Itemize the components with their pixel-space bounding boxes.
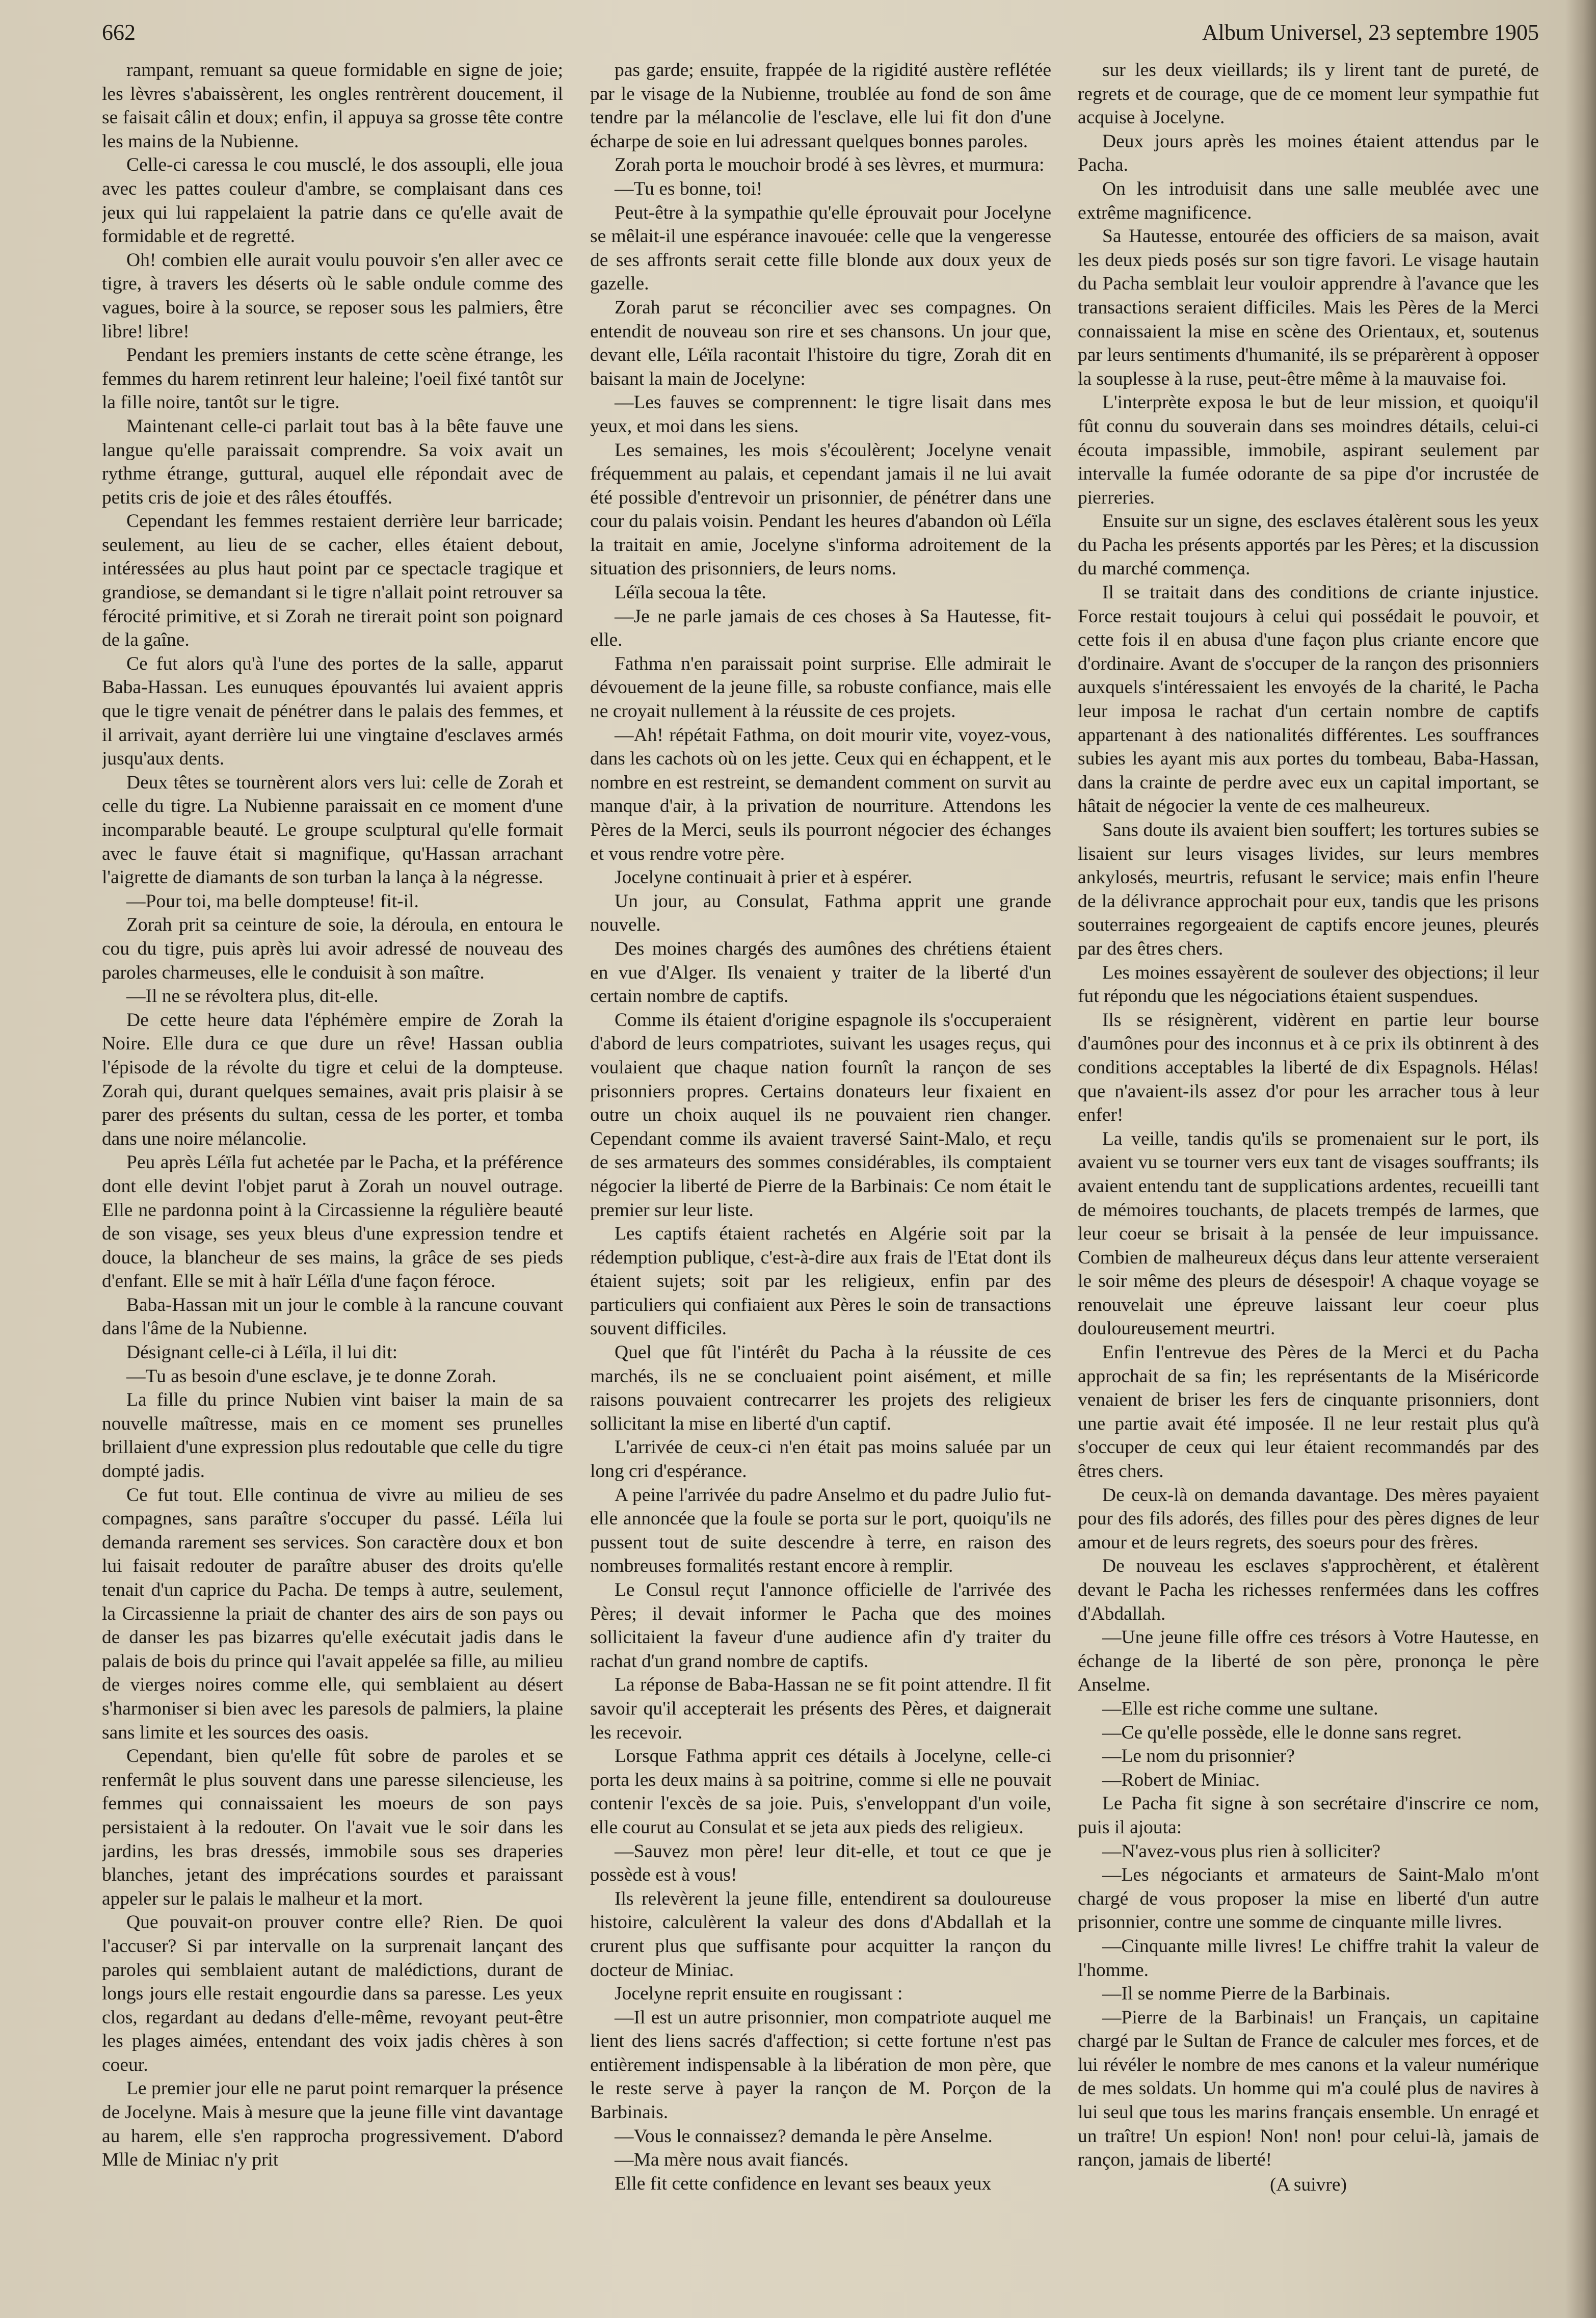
paragraph: Comme ils étaient d'origine espagnole ils s'occuperaient d'abord de leurs compatriotes, suivant les usages reçus, qui voulaient que chaque nation fournît la rançon de ses prisonniers propres. Certains donateurs leur fixaient en outre un choix auquel ils ne pouvaient rien changer. Cependant comme ils avaient traversé Saint-Malo, et reçu de ses armateurs des sommes considérables, ils comptaient négocier la liberté de Pierre de la Barbinais: Ce nom était le premier sur leur liste. (590, 1009, 1051, 1221)
paragraph: La réponse de Baba-Hassan ne se fit point attendre. Il fit savoir qu'il accepterait les présents des Pères, et daignerait les recevoir. (590, 1674, 1051, 1743)
paragraph: Maintenant celle-ci parlait tout bas à la bête fauve une langue qu'elle paraissait comprendre. Sa voix avait un rythme étrange, guttural, auquel elle répondait avec de petits cris de joie et des râles étouffés. (102, 415, 563, 508)
paragraph: Désignant celle-ci à Léïla, il lui dit: (126, 1342, 398, 1363)
paragraph: —Il est un autre prisonnier, mon compatriote auquel me lient des liens sacrés d'affection; si cette fortune n'est pas entièrement indispensable à la libération de mon père, que le reste serve à payer la rançon de M. Porçon de la Barbinais. (590, 2007, 1051, 2123)
paragraph: Le premier jour elle ne parut point remarquer la présence de Jocelyne. Mais à mesure que la jeune fille vint davantage au harem, elle s'en rapprocha progressivement. D'abord Mlle de Miniac n'y prit (102, 2078, 563, 2171)
paragraph: Ensuite sur un signe, des esclaves étalèrent sous les yeux du Pacha les présents apportés par les Pères; et la discussion du marché commença. (1078, 511, 1539, 580)
paragraph: Léïla secoua la tête. (615, 582, 766, 603)
paragraph: Peut-être à la sympathie qu'elle éprouvait pour Jocelyne se mêlait-il une espérance inavouée: celle que la vengeresse de ses affronts serait cette fille blonde aux doux yeux de gazelle. (590, 202, 1051, 295)
paragraph: Sa Hautesse, entourée des officiers de sa maison, avait les deux pieds posés sur son tigre favori. Le visage hautain du Pacha semblait leur vouloir apprendre à l'avance que les transactions seraient difficiles. Mais les Pères de la Merci connaissaient la mise en scène des Orientaux, et, soutenus par leurs sentiments d'humanité, ils se préparèrent à opposer la souplesse à la ruse, peut-être même à la mauvaise foi. (1078, 226, 1539, 389)
paragraph: Il se traitait dans des conditions de criante injustice. Force restait toujours à celui qui possédait le pouvoir, et cette fois il en abusa d'une façon plus criante encore que d'ordinaire. Avant de s'occuper de la rançon des prisonniers auxquels s'intéressaient les envoyés de la charité, le Pacha leur imposa le rachat d'un certain nombre de captifs appartenant à des nationalités différentes. Les souffrances subies les ayant mis aux portes du tombeau, Baba-Hassan, dans la crainte de perdre avec eux un capital important, se hâtait de négocier la vente de ces malheureux. (1078, 582, 1539, 817)
paragraph: Pendant les premiers instants de cette scène étrange, les femmes du harem retinrent leur haleine; l'oeil fixé tantôt sur la fille noire, tantôt sur le tigre. (102, 345, 563, 413)
paragraph: Jocelyne continuait à prier et à espérer. (615, 867, 913, 888)
paragraph: Les captifs étaient rachetés en Algérie soit par la rédemption publique, c'est-à-dire aux frais de l'Etat dont ils étaient sujets; soit par les religieux, enfin par des particuliers qui confiaient aux Pères le soin de transactions souvent difficiles. (590, 1223, 1051, 1339)
paragraph: —Les négociants et armateurs de Saint-Malo m'ont chargé de vous proposer la mise en liberté d'un autre prisonnier, contre une somme de cinquante mille livres. (1078, 1864, 1539, 1933)
paragraph: La fille du prince Nubien vint baiser la main de sa nouvelle maîtresse, mais en ce moment ses prunelles brillaient d'une expression plus redoutable que celle du tigre dompté jadis. (102, 1389, 563, 1482)
paragraph: Le Consul reçut l'annonce officielle de l'arrivée des Pères; il devait informer le Pacha que des moines sollicitaient la faveur d'une audience afin d'y traiter du rachat d'un grand nombre de captifs. (590, 1579, 1051, 1672)
paragraph: Enfin l'entrevue des Pères de la Merci et du Pacha approchait de sa fin; les représentants de la Miséricorde venaient de briser les fers de cinquante prisonniers, dont une partie avait été imposée. Il ne leur restait plus qu'à s'occuper de ceux qui leur étaient recommandés par des êtres chers. (1078, 1342, 1539, 1482)
paragraph: Baba-Hassan mit un jour le comble à la rancune couvant dans l'âme de la Nubienne. (102, 1294, 563, 1339)
paragraph: Ils relevèrent la jeune fille, entendirent sa douloureuse histoire, calculèrent la valeur des dons d'Abdallah et la crurent plus que suffisante pour acquitter la rançon du docteur de Miniac. (590, 1888, 1051, 1981)
page-header (102, 19, 1539, 60)
paragraph: —Elle est riche comme une sultane. (1102, 1698, 1378, 1719)
continuation-note: (A suivre) (1269, 2174, 1347, 2195)
paragraph: Zorah parut se réconcilier avec ses compagnes. On entendit de nouveau son rire et ses chansons. Un jour que, devant elle, Léïla racontait l'histoire du tigre, Zorah dit en baisant la main de Jocelyne: (590, 297, 1051, 389)
paragraph: —Pierre de la Barbinais! un Français, un capitaine chargé par le Sultan de France de calculer mes forces, et de lui révéler le nombre de mes canons et la valeur numérique de mes soldats. Un homme qui m'a coulé plus de navires à lui seul que tous les marins français ensemble. Un enragé et un traître! Un espion! Non! non! pour celui-là, jamais de rançon, jamais de liberté! (1078, 2007, 1539, 2171)
paragraph: Ce fut alors qu'à l'une des portes de la salle, apparut Baba-Hassan. Les eunuques épouvantés lui avaient appris que le tigre venait de pénétrer dans le palais des femmes, et il arrivait, ayant derrière lui une vingtaine d'esclaves armés jusqu'aux dents. (102, 653, 563, 770)
paragraph: Quel que fût l'intérêt du Pacha à la réussite de ces marchés, ils ne se concluaient point aisément, et mille raisons pouvaient contrecarrer les projets des religieux sollicitant la mise en liberté d'un captif. (590, 1342, 1051, 1434)
text-column-3 (1078, 59, 1539, 2301)
paragraph: Les moines essayèrent de soulever des objections; il leur fut répondu que les négociations étaient suspendues. (1078, 962, 1539, 1007)
paragraph: —Vous le connaissez? demanda le père Anselme. (615, 2125, 993, 2147)
paragraph: Cependant les femmes restaient derrière leur barricade; seulement, au lieu de se cacher, elles étaient debout, intéressées au plus haut point par ce spectacle tragique et grandiose, se demandant si le tigre n'allait point retrouver sa férocité primitive, et si Zorah ne tirerait point son poignard de la gaîne. (102, 511, 563, 651)
paragraph: De ceux-là on demanda davantage. Des mères payaient pour des fils adorés, des filles pour des pères dignes de leur amour et de leurs regrets, des soeurs pour des frères. (1078, 1484, 1539, 1553)
paragraph: Deux têtes se tournèrent alors vers lui: celle de Zorah et celle du tigre. La Nubienne paraissait en ce moment d'une incomparable beauté. Le groupe sculptural qu'elle formait avec le fauve était si magnifique, qu'Hassan arrachant l'aigrette de diamants de son turban la lança à la négresse. (102, 772, 563, 888)
paragraph: —Sauvez mon père! leur dit-elle, et tout ce que je possède est à vous! (590, 1840, 1051, 1886)
paragraph: —Ah! répétait Fathma, on doit mourir vite, voyez-vous, dans les cachots où on les jette. Ceux qui en échappent, et le nombre en est restreint, se demandent comment on survit au manque d'air, à la privation de nourriture. Attendons les Pères de la Merci, seuls ils pourront négocier des échanges et vous rendre votre père. (590, 724, 1051, 864)
paragraph: Le Pacha fit signe à son secrétaire d'inscrire ce nom, puis il ajouta: (1078, 1793, 1539, 1838)
paragraph: Deux jours après les moines étaient attendus par le Pacha. (1078, 130, 1539, 176)
text-column-1 (102, 59, 563, 2301)
paragraph: —Ce qu'elle possède, elle le donne sans regret. (1102, 1722, 1462, 1743)
paragraph: L'interprète exposa le but de leur mission, et quoiqu'il fût connu du souverain dans ses moindres détails, celui-ci écouta impassible, immobile, aspirant seulement par intervalle la fumée odorante de sa pipe d'or incrustée de pierreries. (1078, 392, 1539, 508)
paragraph: —Robert de Miniac. (1102, 1769, 1260, 1790)
paragraph: —Tu as besoin d'une esclave, je te donne Zorah. (126, 1365, 497, 1387)
publication-title: Album Universel, 23 septembre 1905 (1202, 20, 1539, 45)
paragraph: Lorsque Fathma apprit ces détails à Jocelyne, celle-ci porta les deux mains à sa poitrine, comme si elle ne pouvait contenir l'excès de sa joie. Puis, s'enveloppant d'un voile, elle courut au Consulat et se jeta aux pieds des religieux. (590, 1746, 1051, 1838)
paragraph: Oh! combien elle aurait voulu pouvoir s'en aller avec ce tigre, à travers les déserts où le sable ondule comme des vagues, boire à la source, se reposer sous les palmiers, être libre! libre! (102, 249, 563, 342)
paragraph: rampant, remuant sa queue formidable en signe de joie; les lèvres s'abaissèrent, les ongles rentrèrent doucement, il se faisait câlin et doux; enfin, il appuya sa grosse tête contre les mains de la Nubienne. (102, 60, 563, 152)
paragraph: —Le nom du prisonnier? (1102, 1746, 1295, 1767)
paragraph: Les semaines, les mois s'écoulèrent; Jocelyne venait fréquemment au palais, et cependant jamais il ne lui avait été possible d'entrevoir un prisonnier, de pénétrer dans une cour du palais voisin. Pendant les heures d'abandon où Léïla la traitait en amie, Jocelyne s'informa adroitement de la situation des prisonniers, de leurs noms. (590, 439, 1051, 580)
paragraph: A peine l'arrivée du padre Anselmo et du padre Julio fut-elle annoncée que la foule se porta sur le port, quoiqu'ils ne pussent tout de suite descendre à terre, en raison des nombreuses formalités restant encore à remplir. (590, 1484, 1051, 1577)
paragraph: Fathma n'en paraissait point surprise. Elle admirait le dévouement de la jeune fille, sa robuste confiance, mais elle ne croyait nullement à la réussite de ces projets. (590, 653, 1051, 722)
paragraph: Zorah porta le mouchoir brodé à ses lèvres, et murmura: (615, 154, 1045, 176)
paragraph: Celle-ci caressa le cou musclé, le dos assoupli, elle joua avec les pattes couleur d'ambre, se complaisant dans ces jeux qui lui rappelaient la patrie dans ce qu'elle avait de formidable et de regretté. (102, 154, 563, 247)
paragraph: —Je ne parle jamais de ces choses à Sa Hautesse, fit-elle. (590, 605, 1051, 651)
paragraph: De cette heure data l'éphémère empire de Zorah la Noire. Elle dura ce que dure un rêve! Hassan oublia l'épisode de la révolte du tigre et celui de la dompteuse. Zorah qui, durant quelques semaines, avait pris plaisir à se parer des présents du sultan, cessa de les porter, et tomba dans une noire mélancolie. (102, 1009, 563, 1149)
paragraph: On les introduisit dans une salle meublée avec une extrême magnificence. (1078, 178, 1539, 223)
page-number: 662 (102, 20, 136, 45)
paragraph: —Une jeune fille offre ces trésors à Votre Hautesse, en échange de la liberté de son père, prononça le père Anselme. (1078, 1627, 1539, 1696)
paragraph: De nouveau les esclaves s'approchèrent, et étalèrent devant le Pacha les richesses renfermées dans les coffres d'Abdallah. (1078, 1556, 1539, 1624)
paragraph: —Il ne se révoltera plus, dit-elle. (126, 986, 379, 1007)
paragraph: —Les fauves se comprennent: le tigre lisait dans mes yeux, et moi dans les siens. (590, 392, 1051, 437)
paragraph: pas garde; ensuite, frappée de la rigidité austère reflétée par le visage de la Nubienne, troublée au fond de son âme tendre par la mélancolie de l'esclave, elle lui fit don d'une écharpe de soie en lui adressant quelques bonnes paroles. (590, 60, 1051, 152)
paragraph: La veille, tandis qu'ils se promenaient sur le port, ils avaient vu se tourner vers eux tant de visages souffrants; ils avaient entendu tant de supplications ardentes, recueilli tant de mémoires touchants, de placets trempés de larmes, que leur coeur se brisait à la pensée de leur impuissance. Combien de malheureux déçus dans leur attente verseraient le soir même des pleurs de désespoir! A chaque voyage se renouvelait une épreuve laissant leur coeur plus douloureusement meurtri. (1078, 1128, 1539, 1339)
paragraph: Jocelyne reprit ensuite en rougissant : (615, 1983, 903, 2005)
paragraph: Ce fut tout. Elle continua de vivre au milieu de ses compagnes, sans paraître s'occuper du passé. Léïla lui demanda rarement ses services. Son caractère doux et bon lui faisait redouter de paraître abuser des droits qu'elle tenait d'un caprice du Pacha. De temps à autre, seulement, la Circassienne la priait de chanter des airs de son pays ou de danser les pas bizarres qu'elle exécutait jadis dans le palais de bois du prince qui l'avait appelée sa fille, au milieu de vierges noires comme elle, qui semblaient au désert s'harmoniser si bien avec les paresols de palmiers, la plaine sans limite et les sources des oasis. (102, 1484, 563, 1743)
paragraph: Sans doute ils avaient bien souffert; les tortures subies se lisaient sur leurs visages livides, sur leurs membres ankylosés, meurtris, refusant le service; mais enfin l'heure de la délivrance approchait pour eux, tandis que les prisons souterraines regorgeaient de captifs encore jeunes, pleurés par des êtres chers. (1078, 820, 1539, 959)
paragraph: Elle fit cette confidence en levant ses beaux yeux (615, 2173, 992, 2194)
paragraph: Zorah prit sa ceinture de soie, la déroula, en entoura le cou du tigre, puis après lui avoir adressé de nouveau des paroles charmeuses, elle le conduisit à son maître. (102, 914, 563, 983)
text-column-2 (590, 59, 1051, 2301)
paragraph: —Cinquante mille livres! Le chiffre trahit la valeur de l'homme. (1078, 1935, 1539, 1981)
paragraph: Ils se résignèrent, vidèrent en partie leur bourse d'aumônes pour des inconnus et à ce prix ils obtinrent à des conditions acceptables la liberté de dix Espagnols. Hélas! que n'avaient-ils assez d'or pour les arracher tous à leur enfer! (1078, 1009, 1539, 1126)
paragraph: Cependant, bien qu'elle fût sobre de paroles et se renfermât le plus souvent dans une paresse silencieuse, les femmes qui connaissaient les moeurs de son pays persistaient à la redouter. On l'avait vue le soir dans les jardins, les bras dressés, immobile sous ses draperies blanches, jetant des imprécations sourdes et paraissant appeler sur le palais le malheur et la mort. (102, 1746, 563, 1909)
paragraph: —Pour toi, ma belle dompteuse! fit-il. (126, 890, 419, 912)
paragraph: Un jour, au Consulat, Fathma apprit une grande nouvelle. (590, 890, 1051, 936)
paragraph: Que pouvait-on prouver contre elle? Rien. De quoi l'accuser? Si par intervalle on la surprenait lançant des paroles qui semblaient autant de malédictions, durant de longs jours elle restait engourdie dans sa paresse. Les yeux clos, regardant au dedans d'elle-même, revoyant peut-être les plages aimées, entendant des voix jadis chères à son coeur. (102, 1912, 563, 2075)
paragraph: sur les deux vieillards; ils y lirent tant de pureté, de regrets et de courage, que de ce moment leur sympathie fut acquise à Jocelyne. (1078, 60, 1539, 128)
paragraph: —N'avez-vous plus rien à solliciter? (1102, 1840, 1381, 1862)
paragraph: —Tu es bonne, toi! (615, 178, 763, 199)
paragraph: Des moines chargés des aumônes des chrétiens étaient en vue d'Alger. Ils venaient y traiter de la liberté d'un certain nombre de captifs. (590, 938, 1051, 1007)
paragraph: L'arrivée de ceux-ci n'en était pas moins saluée par un long cri d'espérance. (590, 1437, 1051, 1482)
page-binding-shadow (1565, 0, 1596, 2318)
paragraph: —Ma mère nous avait fiancés. (615, 2149, 849, 2171)
paragraph: —Il se nomme Pierre de la Barbinais. (1102, 1983, 1391, 2005)
paragraph: Peu après Léïla fut achetée par le Pacha, et la préférence dont elle devint l'objet parut à Zorah un nouvel outrage. Elle ne pardonna point à la Circassienne la régulière beauté de son visage, ses yeux bleus d'une expression tendre et douce, la blancheur de ses mains, la grâce de ses pieds d'enfant. Elle se mit à haïr Léïla d'une façon féroce. (102, 1152, 563, 1292)
